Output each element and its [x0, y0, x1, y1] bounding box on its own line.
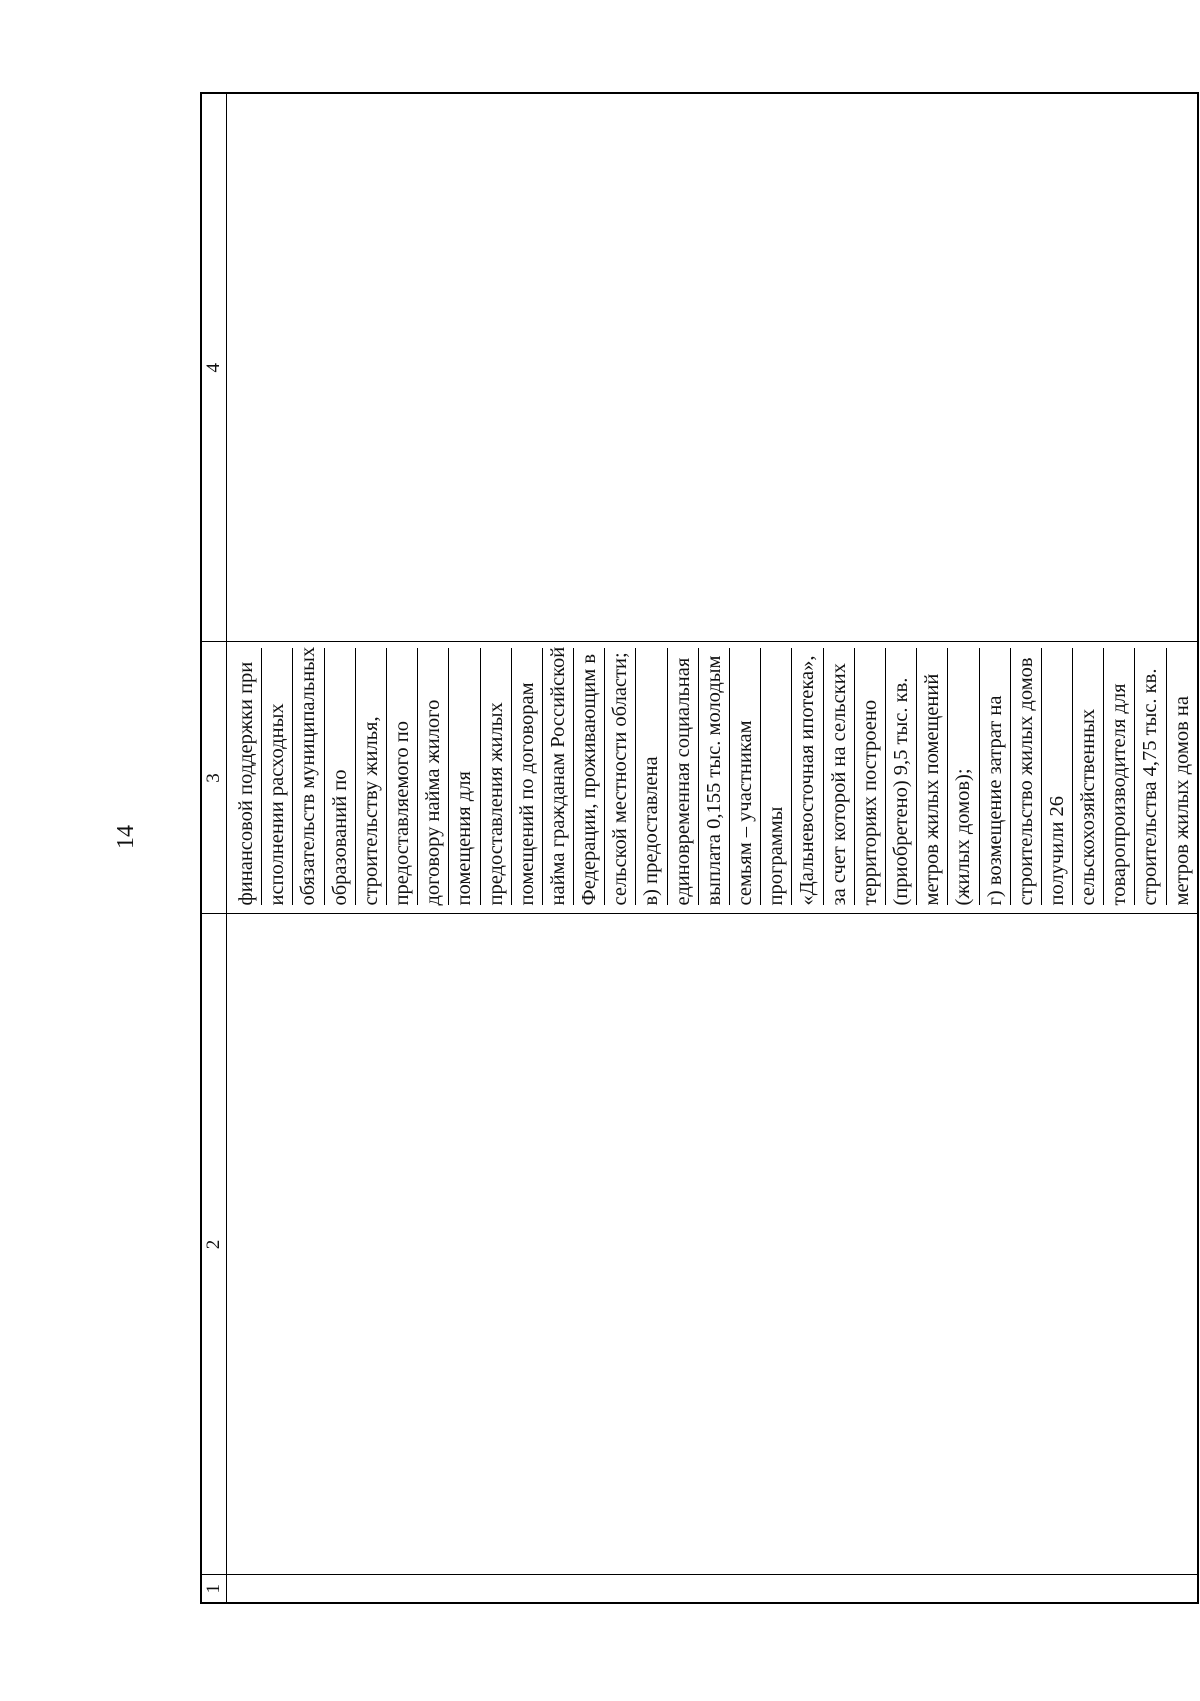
- data-table: [200, 92, 1199, 1604]
- text-line: «Дальневосточная ипотека»,: [792, 649, 823, 906]
- text-line: сельской местности области;: [605, 649, 636, 906]
- text-line: г) возмещение затрат на: [980, 649, 1011, 906]
- text-line: выплата 0,155 тыс. молодым: [699, 649, 730, 906]
- rotated-table-wrapper: [200, 94, 1193, 1604]
- cell-col-2: [227, 914, 1198, 1575]
- text-line: строительство жилых домов: [1011, 649, 1042, 906]
- text-line: единовременная социальная: [668, 649, 699, 906]
- cell-col-1: [227, 1575, 1198, 1603]
- text-line: предоставления жилых: [481, 649, 512, 906]
- text-line: строительству жилья,: [356, 649, 387, 906]
- text-line: обязательств муниципальных: [293, 649, 324, 906]
- text-line: исполнении расходных: [262, 649, 293, 906]
- text-line: (приобретено) 9,5 тыс. кв.: [886, 649, 917, 906]
- text-line: программы: [761, 649, 792, 906]
- header-col-3: 3: [201, 642, 227, 914]
- header-col-4: 4: [201, 93, 227, 642]
- text-line: помещения для: [449, 649, 480, 906]
- table-row: [227, 93, 1198, 1603]
- header-col-1: 1: [201, 1575, 227, 1603]
- page-number: 14: [113, 825, 139, 849]
- text-line: (жилых домов);: [948, 649, 979, 906]
- cell-col-4: [227, 93, 1198, 642]
- cell-col-3-text: [227, 643, 1197, 914]
- text-line: семьям – участникам: [730, 649, 761, 906]
- text-line: получили 26: [1042, 649, 1073, 906]
- text-line: образований по: [325, 649, 356, 906]
- text-line: за счет которой на сельских: [824, 649, 855, 906]
- text-line: строительства 4,75 тыс. кв.: [1135, 649, 1166, 906]
- text-line: найма гражданам Российской: [543, 649, 574, 906]
- text-line: предоставляемого по: [387, 649, 418, 906]
- cell-col-3: [227, 642, 1198, 914]
- text-line: товаропроизводителя для: [1104, 649, 1135, 906]
- text-line: договору найма жилого: [418, 649, 449, 906]
- text-line: финансовой поддержки при: [231, 649, 262, 906]
- header-col-2: 2: [201, 914, 227, 1575]
- text-line: сельскохозяйственных: [1073, 649, 1104, 906]
- table-header-row: [201, 93, 227, 1603]
- text-line: помещений по договорам: [512, 649, 543, 906]
- text-line: территориях построено: [855, 649, 886, 906]
- text-line: Федерации, проживающим в: [574, 649, 605, 906]
- text-line: в) предоставлена: [636, 649, 667, 906]
- text-line: метров жилых помещений: [917, 649, 948, 906]
- text-line: метров жилых домов на: [1170, 696, 1193, 906]
